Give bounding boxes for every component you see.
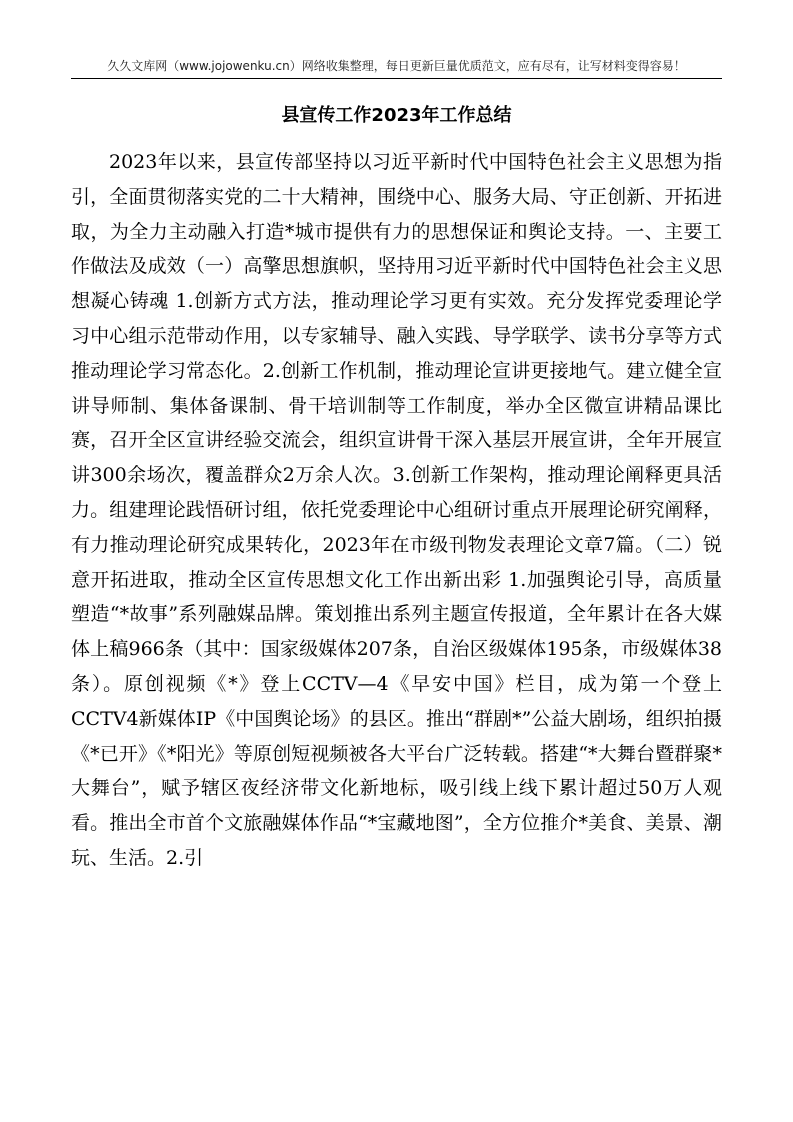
site-header-note: 久久文库网（www.jojowenku.cn）网络收集整理，每日更新巨量优质范文，应有尽有，让写材料变得容易！ <box>107 59 686 73</box>
header-divider <box>71 78 722 79</box>
document-title: 县宣传工作2023年工作总结 <box>281 105 512 126</box>
document-body-paragraph: 2023年以来，县宣传部坚持以习近平新时代中国特色社会主义思想为指引，全面贯彻落实党的二十大精神，围绕中心、服务大局、守正创新、开拓进取，为全力主动融入打造*城市提供有力的思想保证和舆论支持。一、主要工作做法及成效（一）高擎思想旗帜，坚持用习近平新时代中国特色社会主义思想凝心铸魂 1.创新方式方法，推动理论学习更有实效。充分发挥党委理论学习中心组示范带动作用，以专家辅导、融入实践、导学联学、读书分享等方式推动理论学习常态化。2.创新工作机制，推动理论宣讲更接地气。建立健全宣讲导师制、集体备课制、骨干培训制等工作制度，举办全区微宣讲精品课比赛，召开全区宣讲经验交流会，组织宣讲骨干深入基层开展宣讲，全年开展宣讲300余场次，覆盖群众2万余人次。3.创新工作架构，推动理论阐释更具活力。组建理论践悟研讨组，依托党委理论中心组研讨重点开展理论研究阐释，有力推动理论研究成果转化，2023年在市级刊物发表理论文章7篇。（二）锐意开拓进取，推动全区宣传思想文化工作出新出彩 1.加强舆论引导，高质量塑造“*故事”系列融媒品牌。策划推出系列主题宣传报道，全年累计在各大媒体上稿966条（其中：国家级媒体207条，自治区级媒体195条，市级媒体38条）。原创视频《*》登上CCTV—4《早安中国》栏目，成为第一个登上CCTV4新媒体IP《中国舆论场》的县区。推出“群剧*”公益大剧场，组织拍摄《*已开》《*阳光》等原创短视频被各大平台广泛转载。搭建“*大舞台暨群聚*大舞台”，赋予辖区夜经济带文化新地标，吸引线上线下累计超过50万人观看。推出全市首个文旅融媒体作品“*宝藏地图”，全方位推介*美食、美景、潮玩、生活。2.引 <box>71 151 722 869</box>
